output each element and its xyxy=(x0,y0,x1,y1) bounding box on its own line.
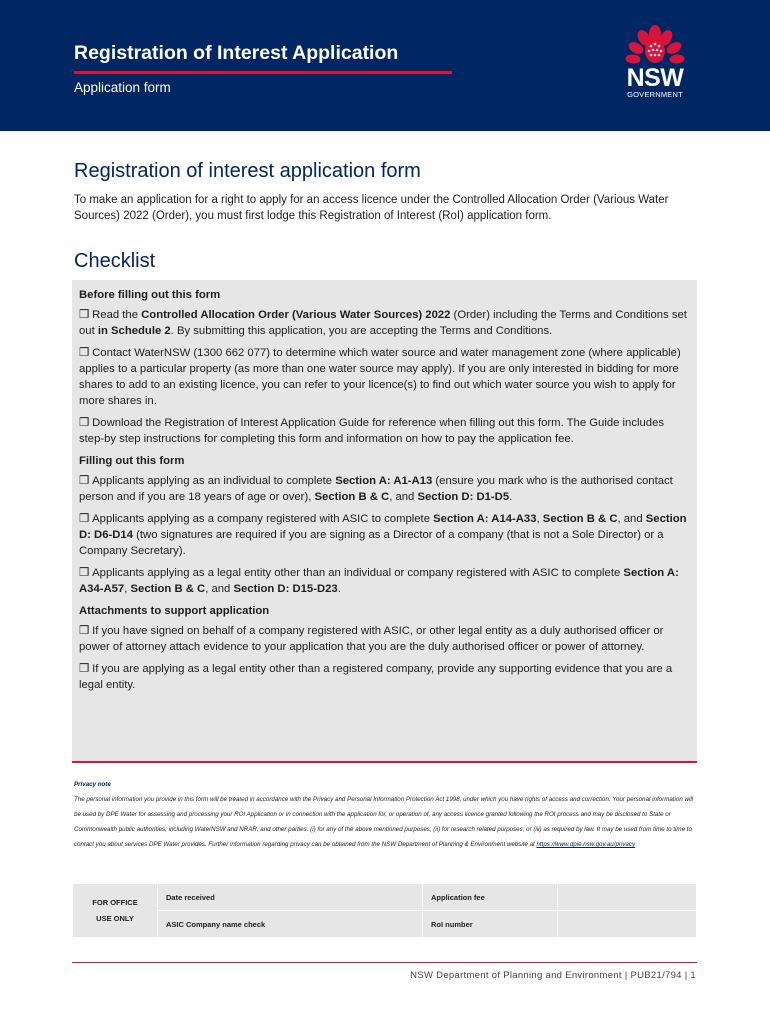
privacy-note-title: Privacy note xyxy=(74,781,111,788)
checkbox-icon[interactable]: ❒ xyxy=(79,475,90,487)
header-banner xyxy=(0,0,770,131)
checklist-item-individual: ❒ Applicants applying as an individual to complete Section A: A1-A13 (ensure you mark who is the authorised contact person and if you are 18 years of age or over), Section B & C, and Section D: D1-D5. xyxy=(79,475,673,503)
before-filling-heading: Before filling out this form xyxy=(79,289,221,301)
checklist-heading: Checklist xyxy=(74,250,156,272)
form-heading: Registration of interest application form xyxy=(74,160,421,182)
application-fee-label: Application fee xyxy=(423,884,558,911)
page-footer: NSW Department of Planning and Environment | PUB21/794 | 1 xyxy=(410,970,696,981)
application-fee-value[interactable] xyxy=(558,884,697,911)
checkbox-icon[interactable]: ❒ xyxy=(79,513,90,525)
office-use-table xyxy=(72,883,697,938)
checklist-item-authorised-officer: ❒ If you have signed on behalf of a company registered with ASIC, or other legal entity as a duly authorised officer or power of attorney attach evidence to your application that you are the duly authorised officer or power of attorney. xyxy=(79,625,664,653)
intro-paragraph: To make an application for a right to apply for an access licence under the Controlled Allocation Order (Various Water Sources) 2022 (Order), you must first lodge this Registration of Interest (RoI) application form. xyxy=(74,194,669,222)
date-received-label: Date received xyxy=(158,884,423,911)
roi-number-value[interactable] xyxy=(558,911,697,938)
title-underline xyxy=(74,71,452,74)
checkbox-icon[interactable]: ❒ xyxy=(79,347,90,359)
document-subtitle: Application form xyxy=(74,80,171,95)
office-use-label: FOR OFFICE USE ONLY xyxy=(73,884,158,938)
checklist-item-legal-entity: ❒ Applicants applying as a legal entity other than an individual or company registered with ASIC to complete Section A: A34-A57, Section B & C, and Section D: D15-D23. xyxy=(79,567,679,595)
logo-wordmark: NSW xyxy=(626,64,684,92)
asic-check-label: ASIC Company name check xyxy=(158,911,423,938)
privacy-note xyxy=(74,777,699,852)
checkbox-icon[interactable]: ❒ xyxy=(79,625,90,637)
filling-out-heading: Filling out this form xyxy=(79,455,185,467)
checklist-item-contact-waternsw: ❒ Contact WaterNSW (1300 662 077) to determine which water source and water management zone (where applicable) applies to a particular property (as more than one water source may apply). If you are only interested in bidding for more shares to add to an existing licence, you can refer to your licence(s) to find out which water source you wish to apply for more shares in. xyxy=(79,347,681,407)
checklist-item-read-order: ❒ Read the Controlled Allocation Order (Various Water Sources) 2022 (Order) including the Terms and Conditions set out in Schedule 2. By submitting this application, you are accepting the Terms and Conditions. xyxy=(79,309,687,337)
checklist-divider xyxy=(72,761,697,763)
checklist-panel xyxy=(72,280,697,761)
privacy-note-body: The personal information you provide in this form will be treated in accordance with the Privacy and Personal Information Protection Act 1998, under which you have rights of access and correction. Your personal information will be used by DPE Water for assessing and processing your ROI Application or in connection with the application for, or operation of, any access licence granted following the ROI process and may be disclosed to State or Commonwealth public authorities, including WaterNSW and NRAR, and other parties: (i) for any of the above mentioned purposes; (ii) for research related purposes; or (iii) as required by law. It may be used from time to time to contact you about services DPE Water provides. Further information regarding privacy can be obtained from the NSW Department of Planning & Environment website at https://www.dpie.nsw.gov.au/privacy xyxy=(74,796,694,848)
privacy-link[interactable]: https://www.dpie.nsw.gov.au/privacy xyxy=(536,841,636,848)
checkbox-icon[interactable]: ❒ xyxy=(79,309,90,321)
checkbox-icon[interactable]: ❒ xyxy=(79,417,90,429)
checklist-item-download-guide: ❒ Download the Registration of Interest Application Guide for reference when filling out this form. The Guide includes step-by step instructions for completing this form and information on how to pay the application fee. xyxy=(79,417,664,445)
checkbox-icon[interactable]: ❒ xyxy=(79,567,90,579)
roi-number-label: RoI number xyxy=(423,911,558,938)
checklist-item-company: ❒ Applicants applying as a company registered with ASIC to complete Section A: A14-A33, Section B & C, and Section D: D6-D14 (two signatures are required if you are signing as a Director of a company (that is not a Sole Director) or a Company Secretary). xyxy=(79,513,687,557)
waratah-flower-icon xyxy=(620,24,690,68)
attachments-heading: Attachments to support application xyxy=(79,605,270,617)
footer-divider xyxy=(72,962,697,963)
checkbox-icon[interactable]: ❒ xyxy=(79,663,90,675)
document-title: Registration of Interest Application xyxy=(74,42,399,64)
nsw-government-logo xyxy=(620,24,690,102)
checklist-item-legal-entity-evidence: ❒ If you are applying as a legal entity other than a registered company, provide any supporting evidence that you are a legal entity. xyxy=(79,663,673,691)
logo-subtext: GOVERNMENT xyxy=(627,90,683,99)
